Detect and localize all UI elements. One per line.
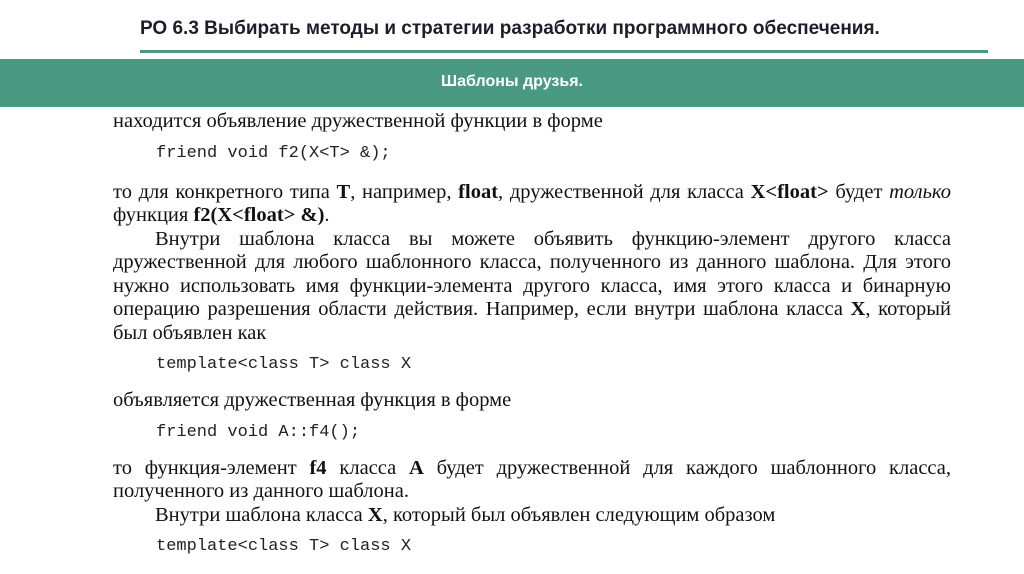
code-line-4: template<class T> class X — [156, 537, 412, 556]
paragraph-6: Внутри шаблона класса X, который был объявлен следующим образом — [155, 503, 776, 526]
section-title: Шаблоны друзья. — [441, 73, 583, 90]
code-line-2: template<class T> class X — [156, 355, 412, 374]
paragraph-2: то для конкретного типа T, например, float, дружественной для класса X<float> будет только функция f2(X<float> &). — [113, 180, 951, 226]
paragraph-1: находится объявление дружественной функции в форме — [113, 110, 603, 132]
code-line-3: friend void A::f4(); — [156, 422, 361, 442]
code-line-1: friend void f2(X<T> &); — [156, 143, 391, 163]
section-banner — [0, 59, 1024, 107]
slide-content — [113, 110, 951, 558]
page-title: РО 6.3 Выбирать методы и стратегии разработки программного обеспечения. — [140, 18, 880, 39]
paragraph-4: объявляется дружественная функция в форме — [113, 389, 512, 411]
paragraph-3: Внутри шаблона класса вы можете объявить функцию-элемент другого класса дружественной для любого шаблонного класса, полученного из данного шаблона. Для этого нужно использовать имя функции-элемента другого класса, имя этого класса и бинарную операцию разрешения области действия. Например, если внутри шаблона класса X, который был объявлен как — [113, 227, 951, 344]
paragraph-5: то функция-элемент f4 класса A будет дружественной для каждого шаблонного класса, полученного из данного шаблона. — [113, 456, 951, 502]
header-divider — [140, 50, 988, 53]
